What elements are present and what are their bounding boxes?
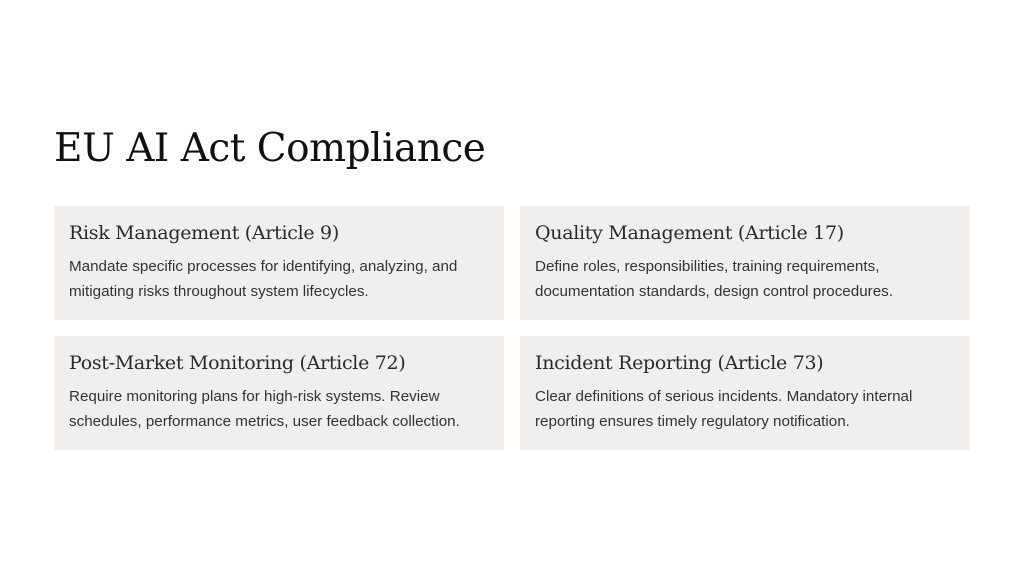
card-title: Incident Reporting (Article 73) [535,352,824,374]
card-quality-management [520,206,970,320]
card-post-market-monitoring [54,336,504,450]
card-title: Post-Market Monitoring (Article 72) [69,352,406,374]
card-incident-reporting [520,336,970,450]
card-description: Define roles, responsibilities, training requirements, documentation standards, design control procedures. [535,257,893,300]
card-description: Clear definitions of serious incidents. Mandatory internal reporting ensures timely regulatory notification. [535,387,913,430]
card-grid [54,206,970,450]
card-title: Risk Management (Article 9) [69,222,339,244]
card-risk-management [54,206,504,320]
card-title: Quality Management (Article 17) [535,222,844,244]
card-description: Mandate specific processes for identifying, analyzing, and mitigating risks throughout system lifecycles. [69,257,458,300]
card-description: Require monitoring plans for high-risk systems. Review schedules, performance metrics, user feedback collection. [69,387,460,430]
slide-title: EU AI Act Compliance [54,126,486,171]
